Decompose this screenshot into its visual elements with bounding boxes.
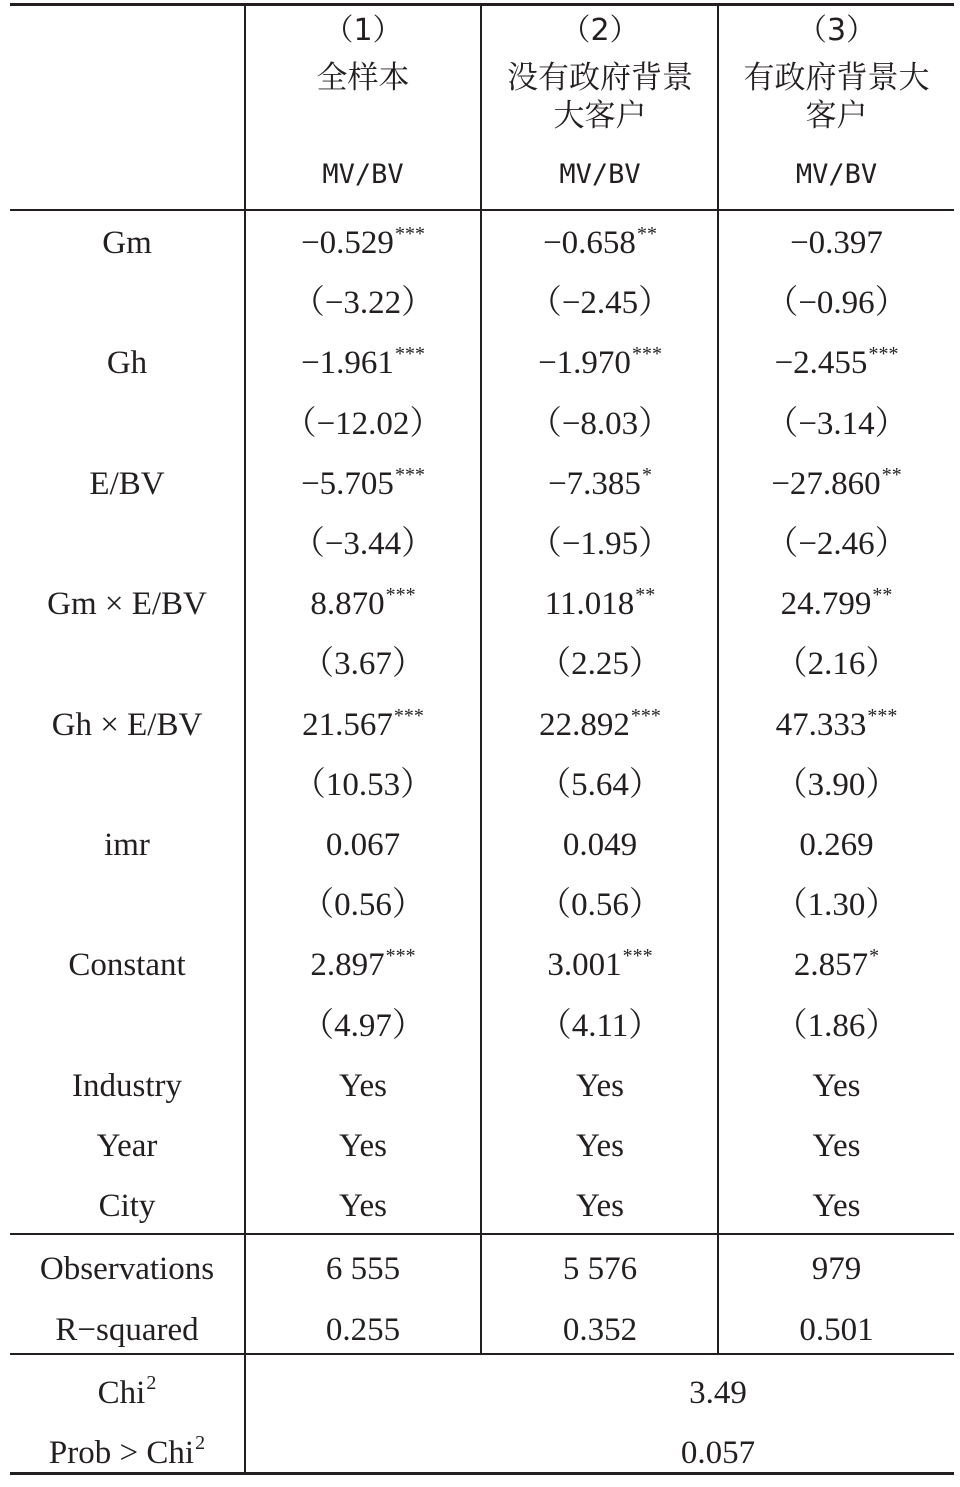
row-label [10,1363,244,1423]
coefficient-cell [245,815,481,875]
t-statistic: （−8.03） [528,405,672,442]
coefficient: 0.269 [799,827,874,863]
significance-stars: *** [394,463,425,486]
coefficient: −2.455 [774,345,868,382]
column-name-line: 客户 [805,98,868,134]
dependent-variable: MV/BV [322,159,404,190]
coefficient: 24.799 [780,586,872,623]
column-number: （1） [323,13,403,48]
row-label: Industry [72,1067,182,1104]
significance-stars: *** [385,584,416,607]
coefficient: −0.397 [790,225,883,261]
significance-stars: *** [867,704,898,727]
t-statistic: （1.86） [774,1007,899,1044]
row-label: Constant [68,947,186,984]
coefficient-cell [719,213,954,273]
control-indicator: Yes [575,1067,625,1104]
coefficient: 22.892 [539,706,630,743]
t-statistic: （4.97） [301,1007,425,1044]
control-indicator: Yes [812,1067,861,1104]
coefficient: 0.067 [325,827,401,863]
row-label: Observations [39,1251,215,1288]
column-name-line: 没有政府背景 [507,60,693,96]
t-statistic: （3.90） [774,766,899,803]
coefficient-cell [719,935,954,995]
coefficient-cell [719,815,954,875]
coefficient: 47.333 [775,706,867,743]
significance-stars: *** [622,945,653,968]
coefficient: −5.705 [301,465,394,502]
t-statistic: （−0.96） [765,285,908,322]
control-indicator: Yes [575,1188,625,1225]
significance-stars: ** [636,223,657,245]
significance-stars: *** [868,343,899,366]
t-statistic: （−2.45） [528,285,672,322]
coefficient: 2.857 [793,947,869,984]
column-number: （2） [560,13,640,48]
t-statistic: （−3.22） [291,285,435,322]
row-label: Year [96,1128,158,1164]
significance-stars: ** [881,463,902,486]
coefficient-cell [719,574,954,634]
coefficient-cell [482,213,718,273]
header-rule [10,209,954,211]
t-statistic: （3.67） [301,646,425,683]
coefficient: −0.658 [543,225,636,261]
coefficient: 2.897 [310,947,385,984]
t-statistic: （4.11） [538,1007,662,1044]
coefficient-cell [245,454,481,514]
row-label: Gh [106,345,148,382]
header-col-1 [245,11,481,195]
t-statistic: （−2.46） [765,526,908,562]
coefficient-cell [719,454,954,514]
coefficient-cell [482,333,718,393]
dependent-variable: MV/BV [795,159,878,190]
row-label: imr [104,827,150,863]
t-statistic: （2.25） [538,646,662,683]
significance-stars: ** [635,584,656,607]
row-label: E/BV [89,465,165,502]
coefficient-cell [245,574,481,634]
row-label: Gh × E/BV [51,706,203,743]
coefficient-cell [482,574,718,634]
stat-value: 5 576 [562,1251,638,1288]
significance-stars: *** [393,704,424,727]
significance-stars: *** [394,223,425,245]
significance-stars: * [641,463,652,486]
control-indicator: Yes [338,1128,388,1164]
coefficient: 21.567 [302,706,393,743]
coefficient-cell [719,695,954,755]
coefficient: 3.001 [547,947,622,984]
control-indicator: Yes [575,1128,625,1164]
control-indicator: Yes [338,1067,388,1104]
t-statistic: （−3.44） [291,526,435,562]
stat-value: 6 555 [325,1251,401,1288]
coefficient: 8.870 [310,586,385,623]
coefficient-cell [482,454,718,514]
t-statistic: （2.16） [774,646,899,683]
column-name-line: 有政府背景大 [743,60,930,96]
coefficient-cell [482,815,718,875]
coefficient-cell [245,333,481,393]
significance-stars: *** [631,343,662,366]
significance-stars: *** [394,343,425,366]
coefficient-cell [482,695,718,755]
stat-value: 0.501 [799,1311,874,1348]
stat-value: 0.352 [562,1311,638,1348]
control-indicator: Yes [812,1128,861,1164]
coefficient-cell [482,935,718,995]
coefficient: −7.385 [548,465,641,502]
dependent-variable: MV/BV [559,159,641,190]
superscript: 2 [195,1432,206,1454]
coefficient: 0.049 [562,827,638,863]
significance-stars: *** [630,704,661,727]
header-col-2 [482,11,718,195]
test-label: Chi [97,1374,146,1411]
t-statistic: （−12.02） [283,405,443,442]
top-rule [10,3,954,6]
header-col-3 [719,11,954,195]
control-indicator: Yes [812,1188,861,1225]
coefficient: −1.970 [538,345,631,382]
coefficient-cell [245,695,481,755]
t-statistic: （−3.14） [765,405,908,442]
coefficient: −1.961 [301,345,394,382]
coefficient: 11.018 [544,586,635,623]
row-label: City [98,1188,156,1225]
t-statistic: （10.53） [292,766,434,803]
stat-value: 979 [811,1251,862,1288]
coefficient-cell [245,213,481,273]
coefficient: −27.860 [771,465,881,502]
t-statistic: （0.56） [301,887,425,924]
test-label: Prob > Chi [48,1435,195,1471]
test-value: 0.057 [680,1435,756,1471]
column-name-line: 全样本 [316,60,410,96]
test-value: 3.49 [689,1374,747,1411]
coefficient-cell [245,935,481,995]
t-statistic: （0.56） [538,887,662,924]
superscript: 2 [146,1371,157,1394]
significance-stars: ** [872,584,893,607]
t-statistic: （1.30） [774,887,899,924]
column-number: （3） [796,13,877,48]
stat-value: 0.255 [325,1311,401,1348]
row-label: Gm × E/BV [47,586,207,623]
row-label: R−squared [55,1311,199,1348]
significance-stars: * [869,945,880,968]
coefficient: −0.529 [301,225,394,261]
significance-stars: *** [385,945,416,968]
row-label: Gm [102,225,152,261]
column-name-line: 大客户 [553,98,647,134]
control-indicator: Yes [338,1188,388,1225]
coefficient-cell [719,333,954,393]
t-statistic: （5.64） [538,766,662,803]
row-label [10,1423,244,1483]
t-statistic: （−1.95） [528,526,672,562]
